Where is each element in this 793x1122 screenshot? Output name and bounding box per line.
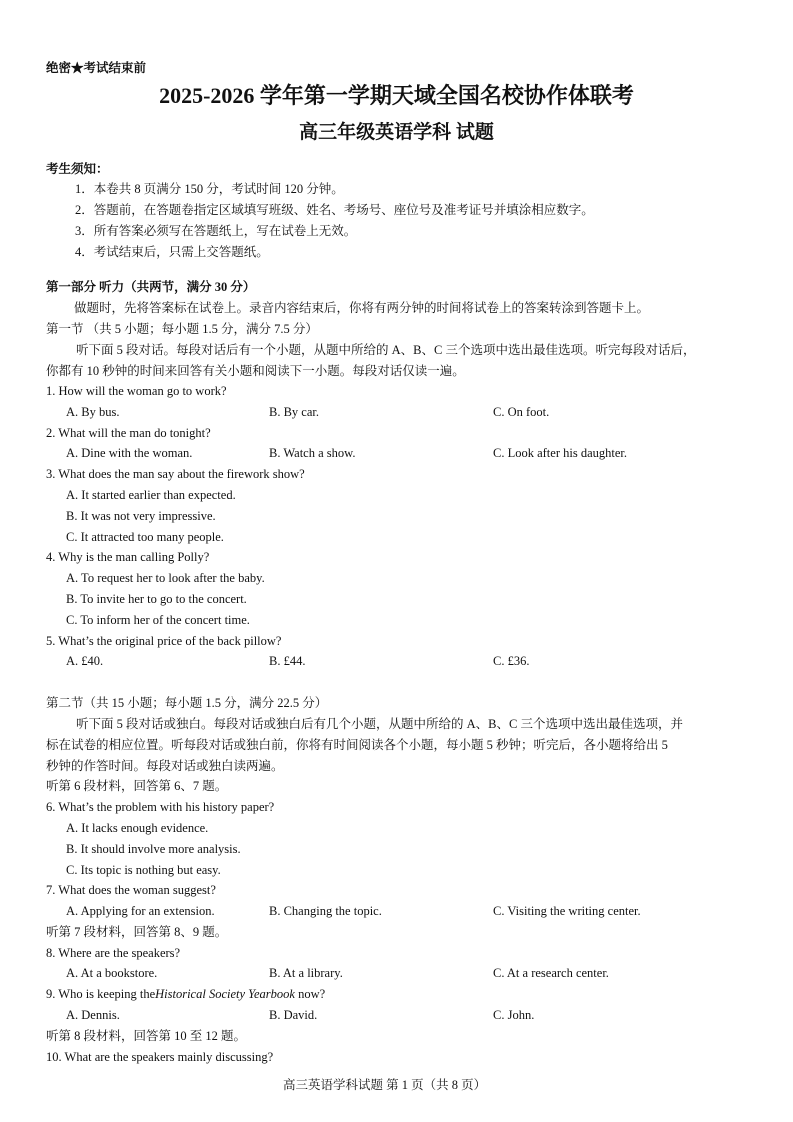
notice-item: 4．考试结束后，只需上交答题纸。 <box>75 245 269 259</box>
section2-directions: 秒钟的作答时间。每段对话或独白读两遍。 <box>46 759 284 773</box>
section2-directions: 标在试卷的相应位置。听每段对话或独白前，你将有时间阅读各个小题，每小题 5 秒钟；听完后，各小题将给出 5 <box>46 738 668 752</box>
option-b: B. At a library. <box>269 966 343 980</box>
option-a: A. It lacks enough evidence. <box>66 821 209 835</box>
option-c: C. Visiting the writing center. <box>493 904 641 918</box>
option-a: A. Applying for an extension. <box>66 904 215 918</box>
part1-heading: 第一部分 听力（共两节，满分 30 分） <box>46 280 256 294</box>
question-stem: 7. What does the woman suggest? <box>46 883 216 897</box>
question-stem-text: 9. Who is keeping the <box>46 987 156 1001</box>
question-stem: 3. What does the man say about the firework show? <box>46 467 305 481</box>
question-stem: 10. What are the speakers mainly discussing? <box>46 1050 274 1064</box>
option-b: B. To invite her to go to the concert. <box>66 592 247 606</box>
question-stem: 6. What’s the problem with his history paper? <box>46 800 275 814</box>
material-label: 听第 8 段材料，回答第 10 至 12 题。 <box>46 1029 247 1043</box>
yearbook-title: Historical Society Yearbook <box>155 987 295 1001</box>
notice-heading: 考生须知： <box>46 162 109 176</box>
question-stem: 1. How will the woman go to work? <box>46 384 227 398</box>
option-a: A. It started earlier than expected. <box>66 488 236 502</box>
exam-subtitle: 高三年级英语学科 试题 <box>299 122 494 143</box>
option-c: C. Look after his daughter. <box>493 446 627 460</box>
section1-directions: 听下面 5 段对话。每段对话后有一个小题，从题中所给的 A、B、C 三个选项中选出最佳选项。听完每段对话后， <box>76 343 696 357</box>
option-c: C. John. <box>493 1008 535 1022</box>
page-footer: 高三英语学科试题 第 1 页（共 8 页） <box>283 1078 487 1092</box>
option-c: C. At a research center. <box>493 966 609 980</box>
notice-item: 3．所有答案必须写在答题纸上，写在试卷上无效。 <box>75 224 357 238</box>
notice-item: 1．本卷共 8 页满分 150 分，考试时间 120 分钟。 <box>75 182 344 196</box>
part1-intro: 做题时，先将答案标在试卷上。录音内容结束后，你将有两分钟的时间将试卷上的答案转涂到答题卡上。 <box>74 301 650 315</box>
option-a: A. Dennis. <box>66 1008 120 1022</box>
section2-directions: 听下面 5 段对话或独白。每段对话或独白后有几个小题，从题中所给的 A、B、C 三个选项中选出最佳选项，并 <box>76 717 683 731</box>
option-a: A. To request her to look after the baby. <box>66 571 265 585</box>
option-b: B. It was not very impressive. <box>66 509 216 523</box>
question-stem: 5. What’s the original price of the back pillow? <box>46 634 282 648</box>
material-label: 听第 7 段材料，回答第 8、9 题。 <box>46 925 228 939</box>
material-label: 听第 6 段材料，回答第 6、7 题。 <box>46 779 228 793</box>
question-stem: 8. Where are the speakers? <box>46 946 181 960</box>
option-b: B. It should involve more analysis. <box>66 842 241 856</box>
question-stem-text: now? <box>294 987 326 1001</box>
option-c: C. Its topic is nothing but easy. <box>66 863 221 877</box>
section2-heading: 第二节（共 15 小题；每小题 1.5 分，满分 22.5 分） <box>46 696 328 710</box>
section1-directions: 你都有 10 秒钟的时间来回答有关小题和阅读下一小题。每段对话仅读一遍。 <box>46 364 465 378</box>
option-b: B. Watch a show. <box>269 446 356 460</box>
option-a: A. At a bookstore. <box>66 966 158 980</box>
option-b: B. David. <box>269 1008 318 1022</box>
exam-title: 2025-2026 学年第一学期天域全国名校协作体联考 <box>159 83 634 108</box>
option-a: A. Dine with the woman. <box>66 446 193 460</box>
option-c: C. On foot. <box>493 405 550 419</box>
option-c: C. To inform her of the concert time. <box>66 613 250 627</box>
option-b: B. £44. <box>269 654 306 668</box>
section1-heading: 第一节 （共 5 小题；每小题 1.5 分，满分 7.5 分） <box>46 322 318 336</box>
question-stem <box>46 986 325 1002</box>
option-a: A. £40. <box>66 654 104 668</box>
question-stem: 4. Why is the man calling Polly? <box>46 550 210 564</box>
confidential-label: 绝密★考试结束前 <box>46 61 147 75</box>
option-a: A. By bus. <box>66 405 120 419</box>
notice-item: 2．答题前，在答题卷指定区域填写班级、姓名、考场号、座位号及准考证号并填涂相应数字。 <box>75 203 594 217</box>
option-b: B. Changing the topic. <box>269 904 382 918</box>
question-stem: 2. What will the man do tonight? <box>46 426 211 440</box>
option-c: C. It attracted too many people. <box>66 530 224 544</box>
option-c: C. £36. <box>493 654 530 668</box>
option-b: B. By car. <box>269 405 319 419</box>
